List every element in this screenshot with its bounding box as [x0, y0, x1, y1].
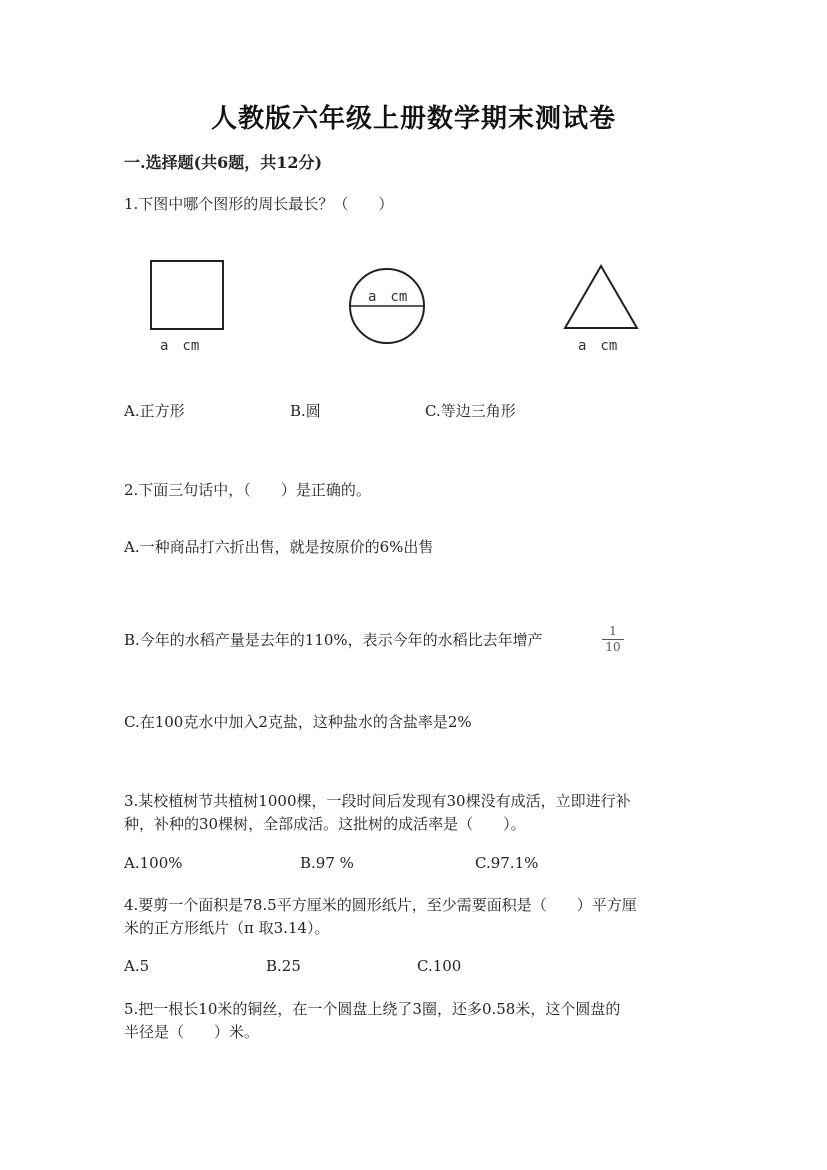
- q1-option-a[interactable]: A.正方形: [124, 402, 185, 420]
- triangle-figure: [563, 264, 643, 334]
- square-label: a cm: [160, 338, 200, 354]
- q3-option-b[interactable]: B.97 %: [300, 854, 354, 872]
- question-4-stem-line1: 4.要剪一个面积是78.5平方厘米的圆形纸片，至少需要面积是（ ）平方厘: [124, 896, 637, 914]
- question-3-stem-line2: 种，补种的30棵树，全部成活。这批树的成活率是（ ）。: [124, 815, 526, 833]
- circle-label: a cm: [368, 289, 408, 305]
- circle-figure: [348, 268, 428, 348]
- q2-option-c[interactable]: C.在100克水中加入2克盐，这种盐水的含盐率是2%: [124, 713, 472, 731]
- q1-option-c[interactable]: C.等边三角形: [425, 402, 516, 420]
- q4-option-c[interactable]: C.100: [417, 957, 462, 975]
- square-figure: [150, 260, 226, 332]
- question-2-stem: 2.下面三句话中，（ ）是正确的。: [124, 481, 371, 499]
- page-title: 人教版六年级上册数学期末测试卷: [210, 104, 616, 134]
- q4-option-b[interactable]: B.25: [266, 957, 301, 975]
- triangle-label: a cm: [578, 338, 618, 354]
- section-heading: 一.选择题(共6题，共12分): [124, 153, 323, 172]
- q2-option-b[interactable]: B.今年的水稻产量是去年的110%，表示今年的水稻比去年增产: [124, 631, 543, 649]
- q3-option-a[interactable]: A.100%: [124, 854, 183, 872]
- question-4-stem-line2: 米的正方形纸片（π 取3.14）。: [124, 919, 330, 937]
- q4-option-a[interactable]: A.5: [124, 957, 150, 975]
- q3-option-c[interactable]: C.97.1%: [475, 854, 539, 872]
- fraction-numerator: 1: [602, 624, 624, 640]
- question-5-stem-line1: 5.把一根长10米的铜丝，在一个圆盘上绕了3圈，还多0.58米，这个圆盘的: [124, 1000, 621, 1018]
- q1-option-b[interactable]: B.圆: [290, 402, 321, 420]
- q2-option-a[interactable]: A.一种商品打六折出售，就是按原价的6%出售: [124, 538, 434, 556]
- q2-fraction: [602, 624, 624, 655]
- question-1-stem: 1.下图中哪个图形的周长最长？（ ）: [124, 195, 394, 213]
- fraction-denominator: 10: [605, 640, 621, 654]
- question-3-stem-line1: 3.某校植树节共植树1000棵，一段时间后发现有30棵没有成活，立即进行补: [124, 792, 631, 810]
- question-5-stem-line2: 半径是（ ）米。: [124, 1023, 260, 1041]
